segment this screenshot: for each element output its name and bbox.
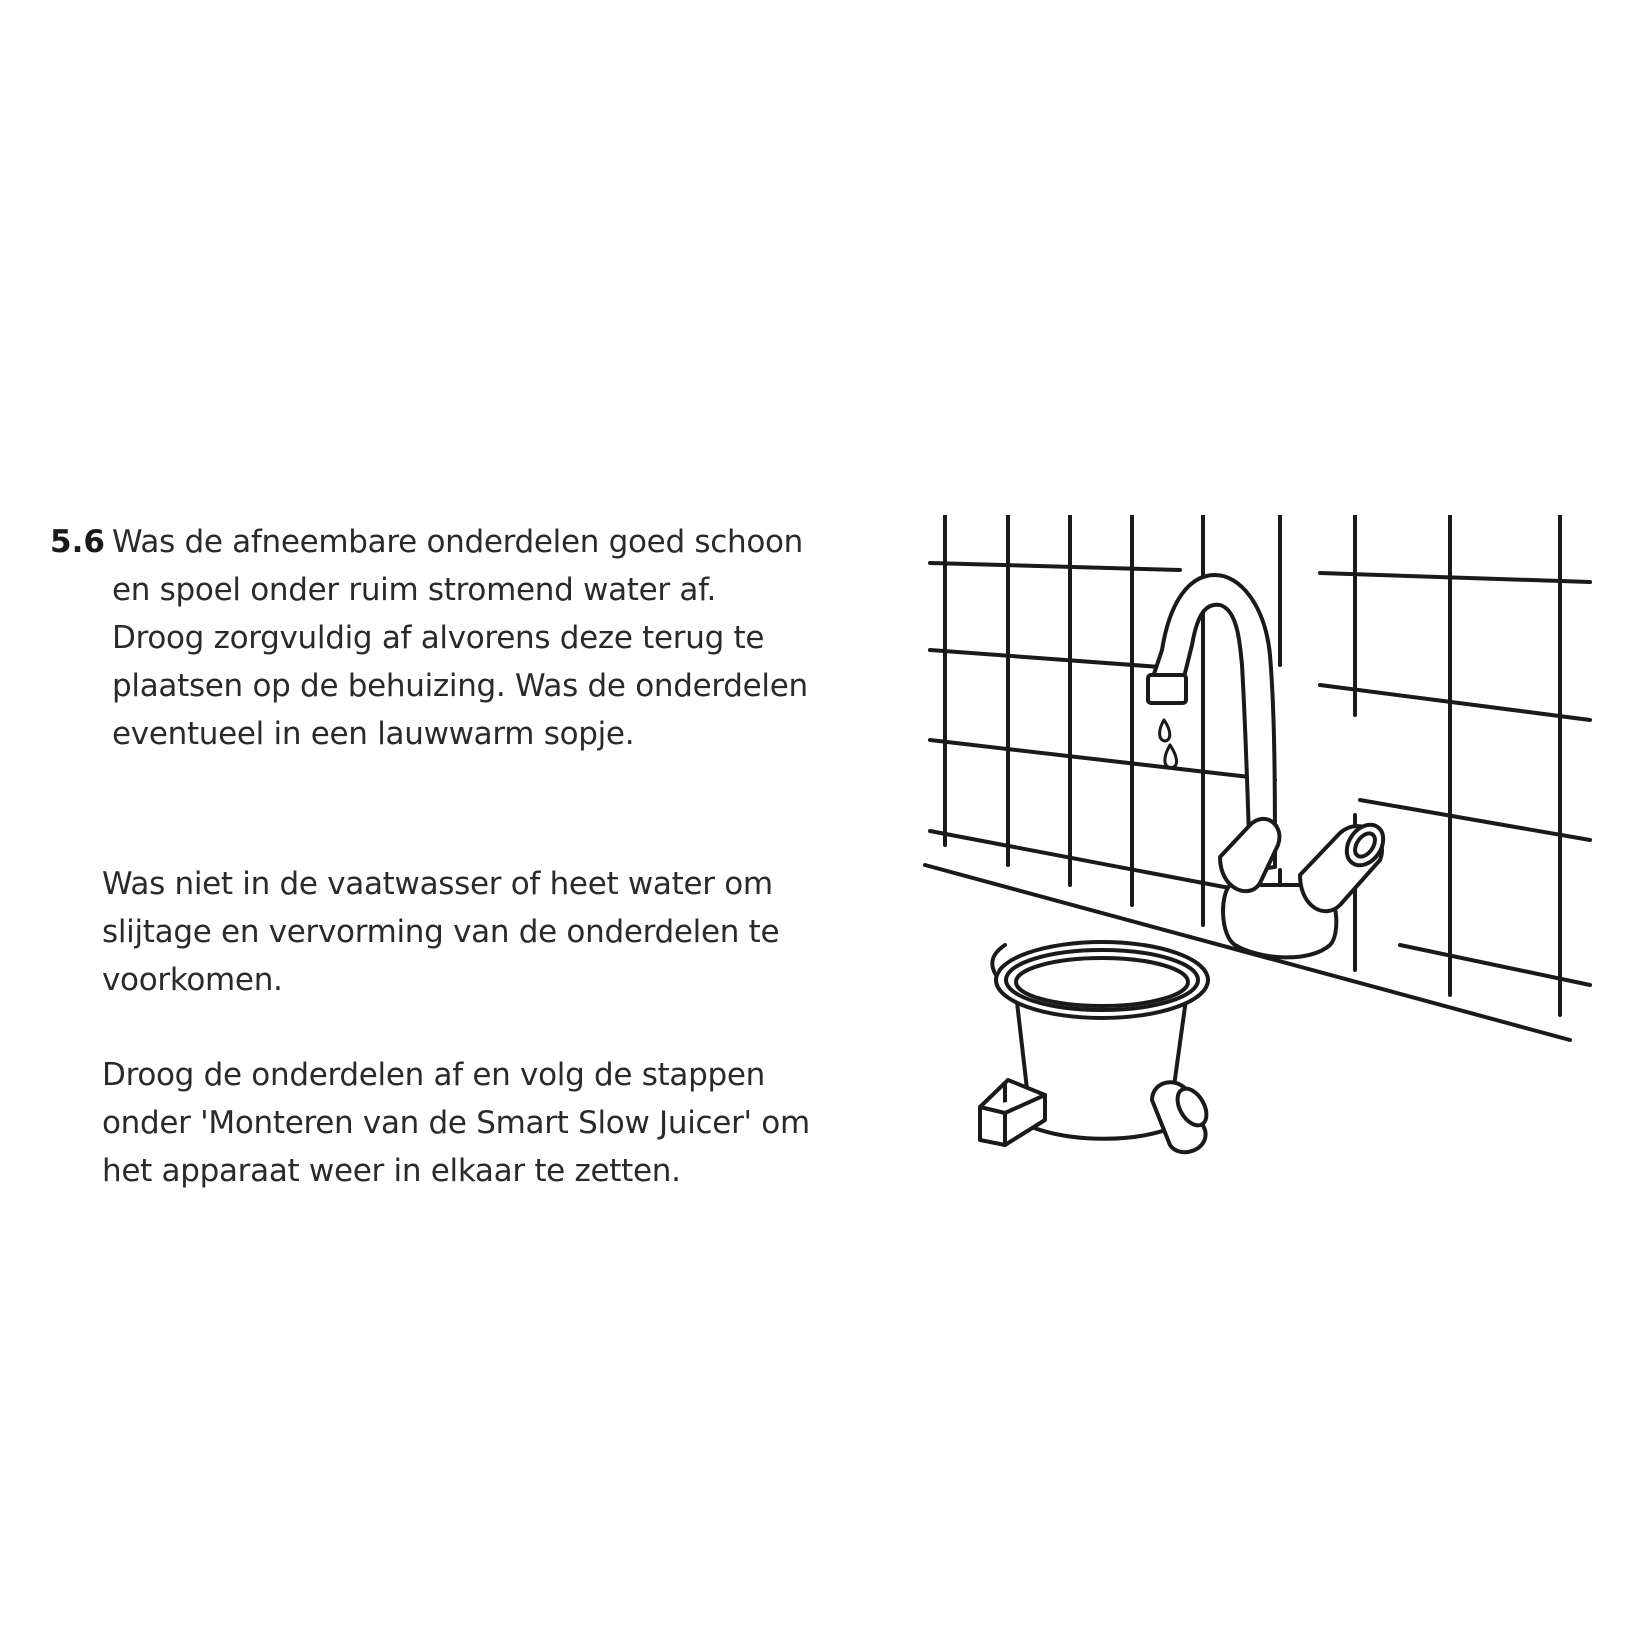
faucet-rinsing-juicer-part-illustration <box>920 515 1600 1180</box>
cleaning-step <box>50 518 810 758</box>
step-paragraph-no-dishwasher: Was niet in de vaatwasser of heet water om slijtage en vervorming van de onderdelen te voorkomen. <box>102 866 780 998</box>
step-paragraph-reassemble: Droog de onderdelen af en volg de stappen onder 'Monteren van de Smart Slow Juicer' om het apparaat weer in elkaar te zetten. <box>102 1057 810 1189</box>
step-paragraph-rinse: Was de afneembare onderdelen goed schoon en spoel onder ruim stromend water af. Droog zorgvuldig af alvorens deze terug te plaatsen op de behuizing. Was de onderdelen eventueel in een lauwwarm sopje. <box>112 524 808 752</box>
juicer-strainer-part <box>980 942 1212 1152</box>
water-drops <box>1160 720 1177 768</box>
step-number: 5.6 <box>50 524 105 560</box>
warning-paragraph-block <box>102 860 822 1004</box>
reassembly-paragraph-block <box>102 1051 822 1195</box>
